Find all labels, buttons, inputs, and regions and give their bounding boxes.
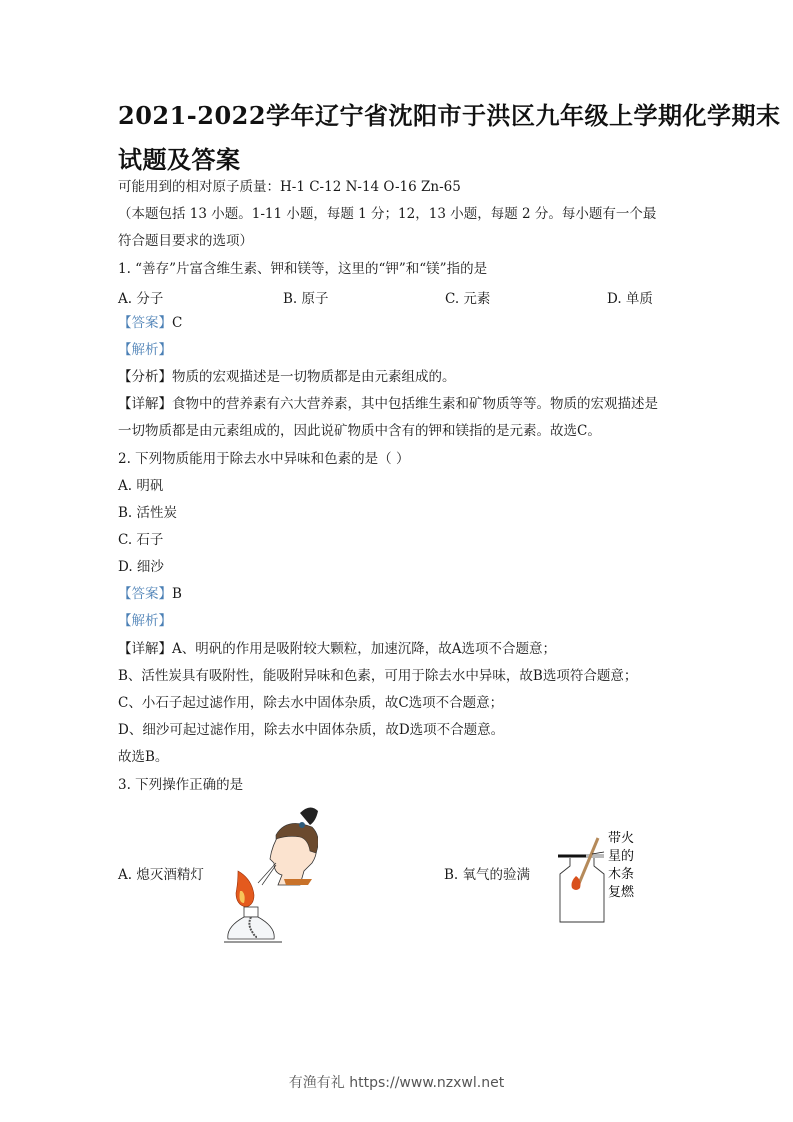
answer-label: 【答案】 [118, 315, 172, 331]
q2-detail-1 [118, 640, 556, 658]
q2-option-a: A. 明矾 [118, 478, 164, 494]
watermark-footer: 有渔有礼 https://www.nzxwl.net [288, 1075, 505, 1091]
oxygen-test-figure [548, 826, 658, 926]
q2-detail-2: B、活性炭具有吸附性，能吸附异味和色素，可用于除去水中异味，故B选项符合题意； [118, 668, 638, 684]
q1-option-a: A. 分子 [118, 291, 164, 307]
detail-label: 【详解】 [118, 396, 172, 412]
q2-option-d: D. 细沙 [118, 559, 164, 575]
label-line3: 木条 [608, 867, 635, 882]
q1-stem: 1. “善存”片富含维生素、钾和镁等，这里的“钾”和“镁”指的是 [118, 261, 488, 277]
q2-analysis-label: 【解析】 [118, 613, 172, 629]
q3-option-b: B. 氧气的验满 [444, 867, 531, 883]
q3-stem: 3. 下列操作正确的是 [118, 777, 244, 793]
q1-fenxi [118, 368, 456, 386]
answer-label: 【答案】 [118, 586, 172, 602]
q1-option-d: D. 单质 [607, 291, 653, 307]
label-line2: 星的 [608, 849, 635, 864]
instructions-line2: 符合题目要求的选项） [118, 233, 253, 249]
q2-detail-5: 故选B。 [118, 749, 169, 765]
q1-option-b: B. 原子 [283, 291, 329, 307]
q1-analysis-label: 【解析】 [118, 342, 172, 358]
atomic-mass-note: 可能用到的相对原子质量：H-1 C-12 N-14 O-16 Zn-65 [118, 179, 461, 195]
q2-option-b: B. 活性炭 [118, 505, 178, 521]
fenxi-text: 物质的宏观描述是一切物质都是由元素组成的。 [172, 369, 456, 385]
doc-title-line1: 2021-2022学年辽宁省沈阳市于洪区九年级上学期化学期末 [118, 101, 781, 130]
q1-detail-1 [118, 395, 658, 413]
alcohol-lamp-figure [218, 805, 318, 945]
label-line4: 复燃 [608, 885, 635, 900]
q2-stem: 2. 下列物质能用于除去水中异味和色素的是（ ） [118, 451, 410, 467]
q1-detail-2: 一切物质都是由元素组成的，因此说矿物质中含有的钾和镁指的是元素。故选C。 [118, 423, 601, 439]
instructions-line1: （本题包括 13 小题。1-11 小题，每题 1 分；12，13 小题，每题 2 分。每小题有一个最 [118, 206, 657, 222]
doc-title-line2: 试题及答案 [118, 145, 241, 174]
fenxi-label: 【分析】 [118, 369, 172, 385]
detail-text: A、明矾的作用是吸附较大颗粒，加速沉降，故A选项不合题意； [172, 641, 556, 657]
answer-value: C [172, 315, 183, 331]
q1-option-c: C. 元素 [445, 291, 491, 307]
q3-option-a: A. 熄灭酒精灯 [118, 867, 204, 883]
q2-detail-4: D、细沙可起过滤作用，除去水中固体杂质，故D选项不合题意。 [118, 722, 505, 738]
q2-option-c: C. 石子 [118, 532, 164, 548]
q2-detail-3: C、小石子起过滤作用，除去水中固体杂质，故C选项不合题意； [118, 695, 504, 711]
q1-answer [118, 314, 182, 332]
detail-label: 【详解】 [118, 641, 172, 657]
answer-value: B [172, 586, 182, 602]
detail-text: 食物中的营养素有六大营养素，其中包括维生素和矿物质等等。物质的宏观描述是 [172, 396, 658, 412]
q1-options [118, 287, 678, 307]
label-line1: 带火 [608, 831, 635, 846]
q2-answer [118, 585, 182, 603]
